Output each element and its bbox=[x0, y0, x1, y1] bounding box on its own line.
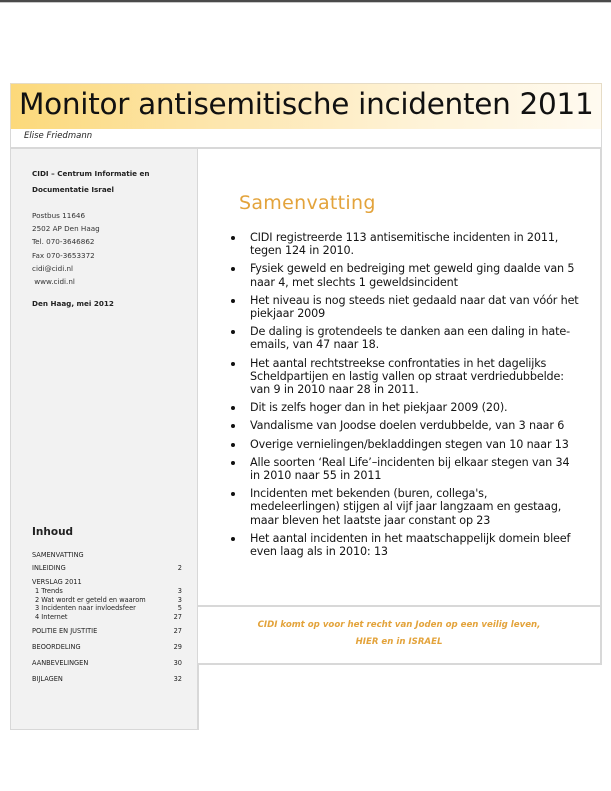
bullet-text: Fysiek geweld en bedreiging met geweld ging daalde van 5 naar 4, met slechts 1 geweldsincident bbox=[250, 262, 575, 289]
table-of-contents bbox=[32, 550, 182, 684]
bullet-text: Het aantal rechtstreekse confrontaties in het dagelijks Scheldpartijen en lastig vallen op straat verdriedubbelde: van 9 in 2010 naar 28 in 2011. bbox=[250, 356, 564, 397]
bullet-icon bbox=[231, 330, 235, 334]
place-date: Den Haag, mei 2012 bbox=[32, 299, 114, 308]
address-city: 2502 AP Den Haag bbox=[32, 224, 100, 234]
toc-page: 27 bbox=[173, 612, 182, 621]
bullet-text: Incidenten met bekenden (buren, collega's, medeleerlingen) stijgen al vijf jaar langzaam en gestaag, maar bleven het laatste jaar constant op 23 bbox=[250, 487, 562, 527]
organization-name bbox=[32, 166, 182, 198]
bullet-icon bbox=[231, 236, 235, 240]
window-top-shadow bbox=[0, 2, 611, 3]
org-line-1: CIDI – Centrum Informatie en bbox=[32, 169, 150, 178]
motto-line-2: HIER en in ISRAEL bbox=[355, 637, 443, 647]
bullet-text: Vandalisme van Joodse doelen verdubbelde, van 3 naar 6 bbox=[250, 419, 565, 433]
bullet-item bbox=[228, 325, 580, 351]
bullet-icon bbox=[231, 492, 235, 496]
bullet-icon bbox=[231, 443, 235, 447]
toc-label: BIJLAGEN bbox=[32, 675, 63, 684]
toc-page: 27 bbox=[173, 627, 182, 636]
motto bbox=[198, 617, 600, 651]
document-page bbox=[10, 83, 602, 730]
toc-label: SAMENVATTING bbox=[32, 551, 84, 559]
toc-page: 32 bbox=[173, 675, 182, 684]
address-email[interactable]: cidi@cidi.nl bbox=[32, 263, 74, 273]
motto-box bbox=[198, 607, 602, 665]
bullet-text: Overige vernielingen/bekladdingen stegen van 10 naar 13 bbox=[250, 437, 569, 451]
bullet-icon bbox=[231, 537, 235, 541]
contact-address bbox=[32, 209, 100, 288]
bullet-item bbox=[228, 262, 580, 288]
bullet-icon bbox=[231, 362, 235, 366]
toc-page: 3 bbox=[177, 587, 182, 595]
document-author: Elise Friedmann bbox=[24, 131, 93, 141]
bullet-item bbox=[228, 357, 580, 397]
toc-item-trends[interactable] bbox=[32, 587, 182, 596]
toc-item-internet[interactable] bbox=[32, 613, 182, 622]
bullet-icon bbox=[231, 299, 235, 303]
toc-label: INLEIDING bbox=[32, 564, 66, 572]
toc-page: 29 bbox=[173, 643, 182, 652]
bullet-icon bbox=[231, 461, 235, 465]
bullet-text: Alle soorten ‘Real Life’–incidenten bij elkaar stegen van 34 in 2010 naar 55 in 2011 bbox=[250, 455, 570, 483]
bullet-text: CIDI registreerde 113 antisemitische incidenten in 2011, tegen 124 in 2010. bbox=[250, 231, 559, 258]
summary-bullet-list bbox=[228, 231, 580, 563]
bullet-text: De daling is grotendeels te danken aan een daling in hate-emails, van 47 naar 18. bbox=[250, 325, 570, 352]
toc-page: 30 bbox=[173, 659, 182, 668]
document-title: Monitor antisemitische incidenten 2011 bbox=[19, 87, 594, 121]
bullet-text: Dit is zelfs hoger dan in het piekjaar 2009 (20). bbox=[250, 401, 508, 415]
section-title: Samenvatting bbox=[239, 192, 376, 214]
toc-label: 4 Internet bbox=[35, 612, 68, 621]
toc-item-invloedsfeer[interactable] bbox=[32, 604, 182, 613]
toc-page: 2 bbox=[177, 564, 182, 572]
bullet-item bbox=[228, 294, 580, 320]
org-line-2: Documentatie Israel bbox=[32, 185, 115, 194]
bullet-icon bbox=[231, 424, 235, 428]
toc-item-samenvatting[interactable] bbox=[32, 550, 182, 560]
bullet-text: Het niveau is nog steeds niet gedaald naar dat van vóór het piekjaar 2009 bbox=[250, 293, 579, 321]
address-postbus: Postbus 11646 bbox=[32, 211, 86, 220]
toc-label: 1 Trends bbox=[35, 587, 63, 595]
toc-item-aanbevelingen[interactable] bbox=[32, 658, 182, 668]
bullet-item bbox=[228, 231, 580, 257]
toc-page: 5 bbox=[177, 604, 182, 613]
bullet-item bbox=[228, 419, 580, 432]
toc-label: VERSLAG 2011 bbox=[32, 578, 82, 586]
address-fax: Fax 070-3653372 bbox=[32, 250, 95, 260]
title-band bbox=[10, 83, 602, 130]
toc-label: 2 Wat wordt er geteld en waarom bbox=[35, 595, 146, 604]
toc-item-beoordeling[interactable] bbox=[32, 642, 182, 652]
bullet-icon bbox=[231, 406, 235, 410]
bullet-text: Het aantal incidenten in het maatschappelijk domein bleef even laag als in 2010: 13 bbox=[250, 531, 571, 559]
toc-item-politie[interactable] bbox=[32, 626, 182, 636]
toc-item-wat-wordt-geteld[interactable] bbox=[32, 596, 182, 605]
motto-line-1: CIDI komt op voor het recht van Joden op een veilig leven, bbox=[257, 620, 541, 630]
toc-heading: Inhoud bbox=[32, 526, 74, 538]
toc-label: 3 Incidenten naar invloedsfeer bbox=[35, 604, 136, 613]
toc-label: BEOORDELING bbox=[32, 643, 81, 652]
toc-item-bijlagen[interactable] bbox=[32, 674, 182, 684]
toc-label: POLITIE EN JUSTITIE bbox=[32, 627, 98, 636]
address-website[interactable]: www.cidi.nl bbox=[32, 277, 75, 287]
sidebar bbox=[10, 149, 199, 730]
bullet-item bbox=[228, 532, 580, 558]
bullet-item bbox=[228, 487, 580, 527]
toc-item-verslag[interactable] bbox=[32, 577, 182, 587]
toc-label: AANBEVELINGEN bbox=[32, 659, 89, 668]
bullet-item bbox=[228, 456, 580, 482]
toc-page: 3 bbox=[177, 595, 182, 604]
address-phone: Tel. 070-3646862 bbox=[32, 237, 95, 247]
summary-panel bbox=[198, 149, 602, 607]
bullet-icon bbox=[231, 267, 235, 271]
bullet-item bbox=[228, 438, 580, 451]
toc-item-inleiding[interactable] bbox=[32, 563, 182, 573]
bullet-item bbox=[228, 401, 580, 414]
author-band bbox=[10, 129, 602, 149]
